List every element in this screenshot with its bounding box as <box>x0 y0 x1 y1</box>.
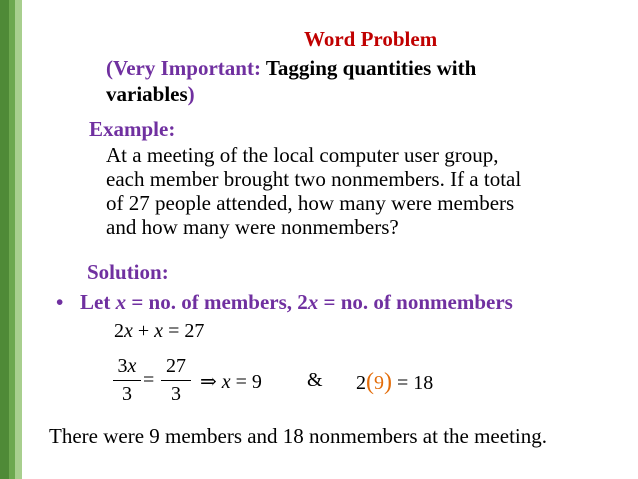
conclusion-text: There were 9 members and 18 nonmembers at the meeting. <box>49 424 547 448</box>
let-var-1: x <box>115 290 127 314</box>
bullet-icon: • <box>56 290 64 314</box>
let-statement <box>56 290 513 315</box>
eq2-result: = 9 <box>230 371 262 393</box>
slide-title: Word Problem <box>304 27 438 51</box>
fraction-bar <box>161 380 191 381</box>
note-bold-b: variables <box>106 82 188 106</box>
problem-line: of 27 people attended, how many were members <box>106 191 515 215</box>
check-result: = 18 <box>392 372 434 394</box>
equation-1 <box>114 320 204 343</box>
frac1-num-var: x <box>127 355 137 377</box>
equation-2-rest <box>200 369 262 394</box>
problem-text <box>106 143 521 239</box>
important-note <box>106 55 476 107</box>
eq1-var1: x <box>124 320 133 342</box>
problem-line: and how many were nonmembers? <box>106 215 399 239</box>
eq1-var2: x <box>154 320 164 342</box>
ampersand: & <box>307 369 323 391</box>
check-coef: 2 <box>356 372 366 394</box>
implies-icon: ⇒ <box>200 371 222 393</box>
frac2-num: 27 <box>166 355 186 377</box>
let-text-2: = no. of members, 2 <box>126 290 308 314</box>
let-text-1: Let <box>80 290 116 314</box>
check-value: 9 <box>374 372 384 394</box>
sidebar-stripe-dark <box>0 0 9 479</box>
eq1-coef: 2 <box>114 320 124 342</box>
check-paren-close: ) <box>384 369 392 395</box>
eq1-op: + <box>132 320 155 342</box>
example-label: Example: <box>89 117 176 141</box>
fraction-27-over-3 <box>161 355 191 406</box>
note-open: (Very Important: <box>106 56 266 80</box>
slide-sidebar <box>0 0 22 479</box>
sidebar-stripe-light <box>15 0 22 479</box>
check-paren-open: ( <box>366 369 374 395</box>
eq2-equals: = <box>143 369 155 391</box>
frac1-num-coef: 3 <box>117 355 128 377</box>
let-var-2: x <box>307 290 319 314</box>
solution-label: Solution: <box>87 260 169 284</box>
problem-line: At a meeting of the local computer user group, <box>106 143 499 167</box>
frac2-den: 3 <box>171 383 181 405</box>
let-text-3: = no. of nonmembers <box>318 290 513 314</box>
problem-line: each member brought two nonmembers. If a total <box>106 167 522 191</box>
frac1-den: 3 <box>122 383 132 405</box>
fraction-3x-over-3 <box>113 355 141 406</box>
eq2-var: x <box>221 371 231 393</box>
check-expression <box>356 369 433 396</box>
eq1-rhs: = 27 <box>163 320 205 342</box>
note-close: ) <box>187 82 195 106</box>
fraction-bar <box>113 380 141 381</box>
note-bold-a: Tagging quantities with <box>265 56 477 80</box>
